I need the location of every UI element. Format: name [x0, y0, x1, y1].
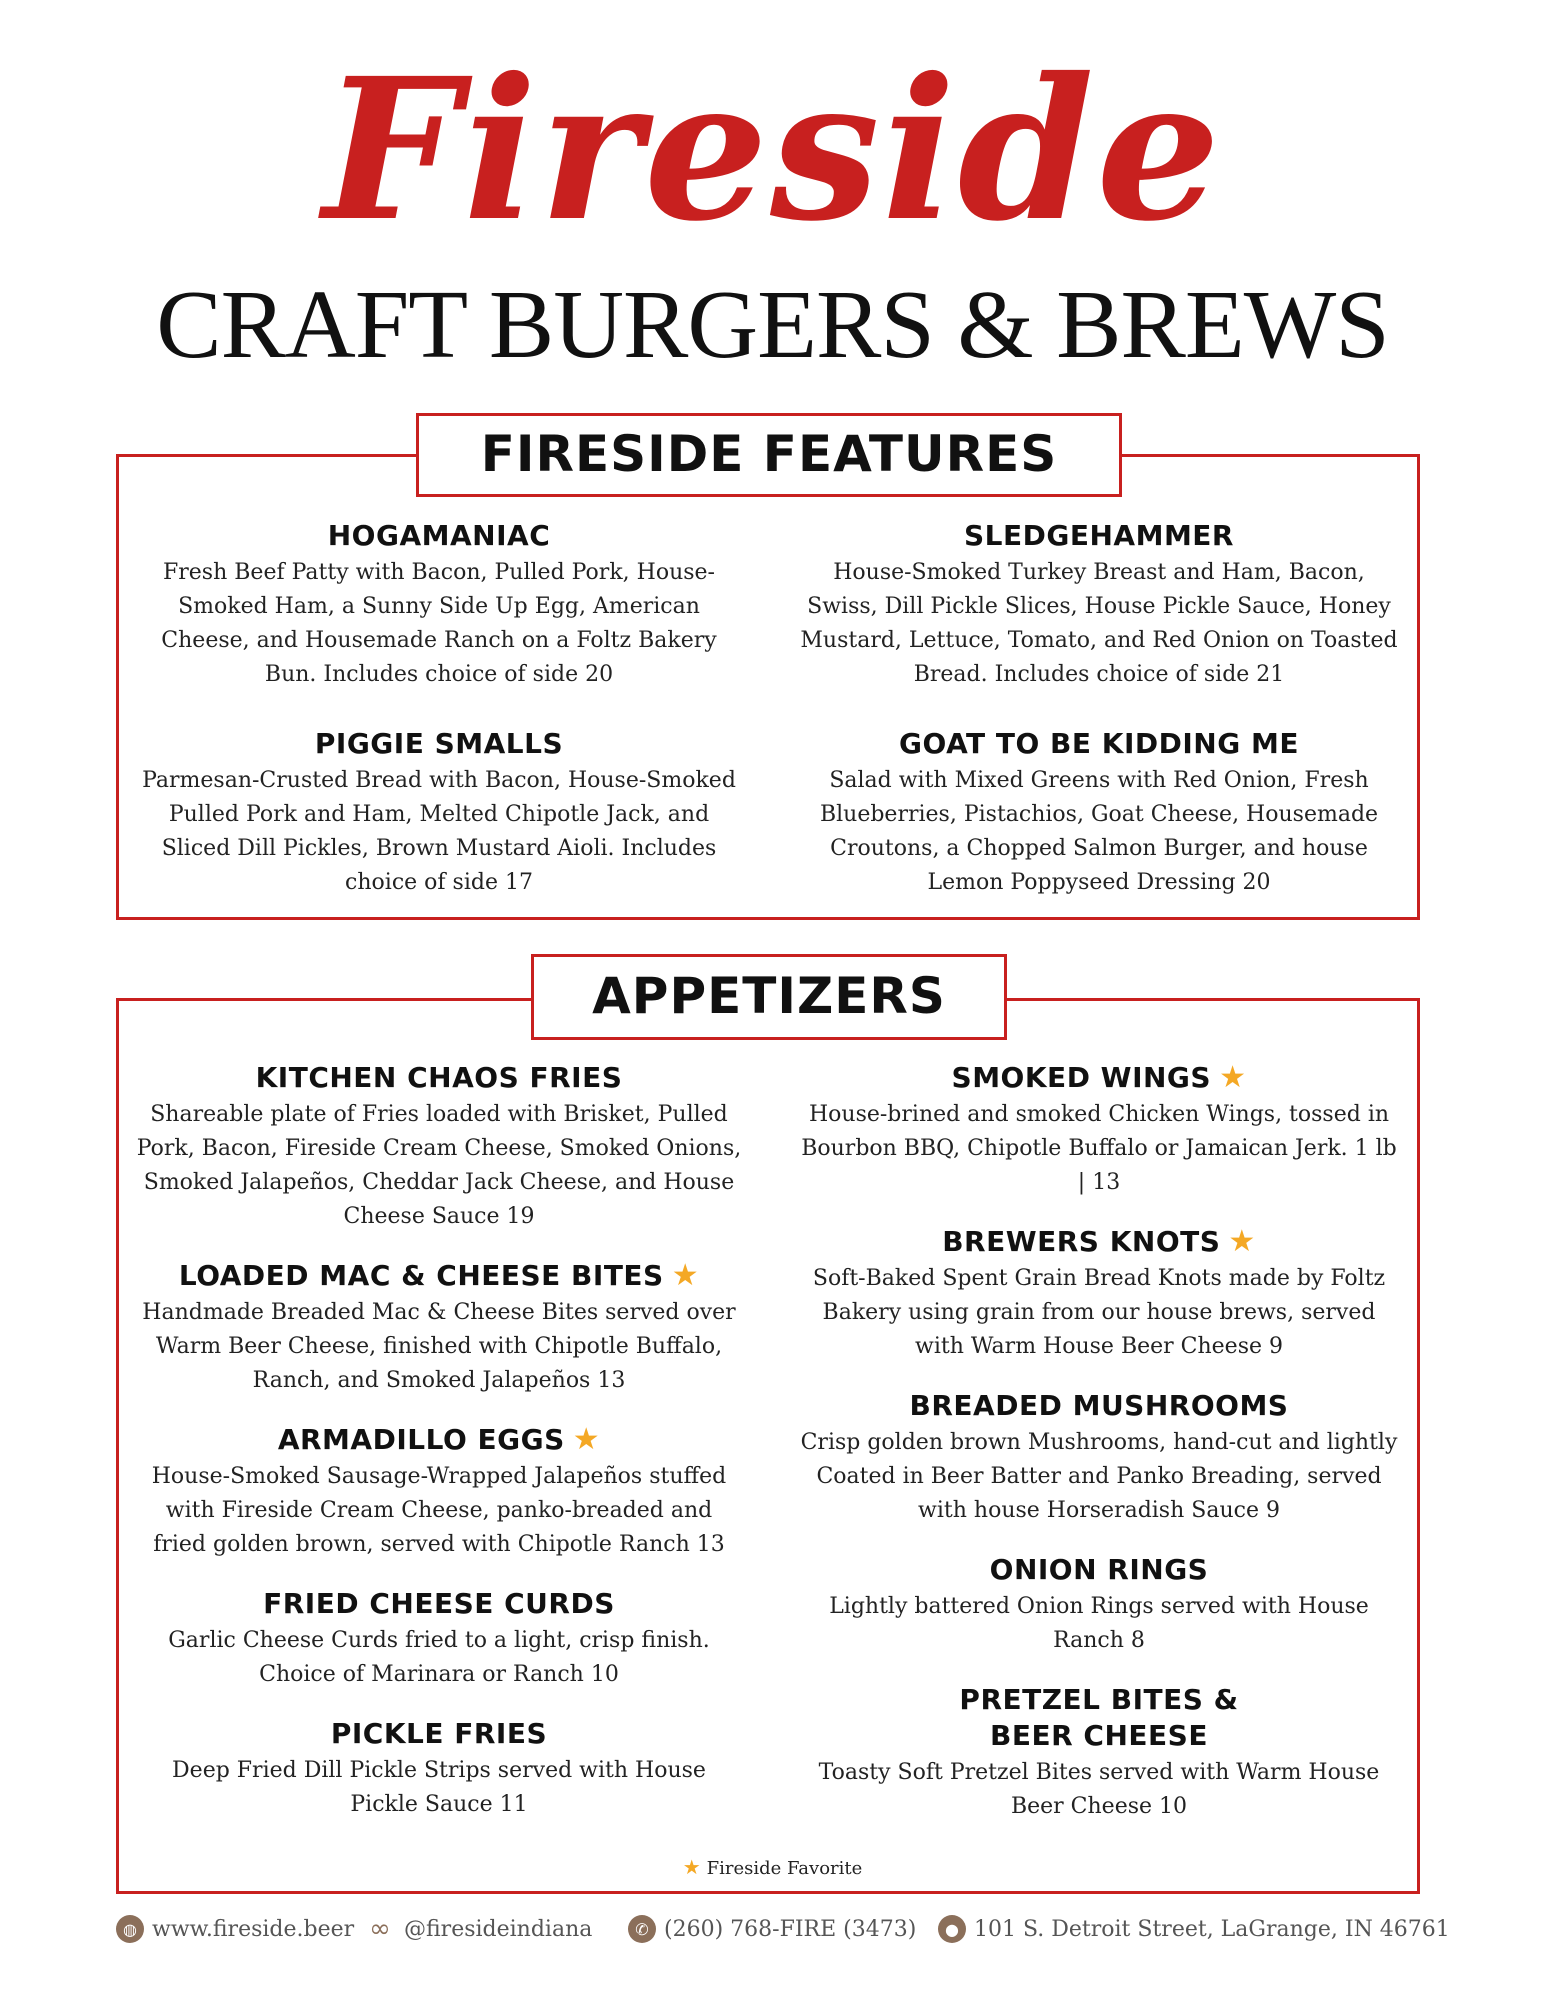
- address-text: 101 S. Detroit Street, LaGrange, IN 46761: [974, 1916, 1450, 1942]
- footer: [116, 1914, 1450, 1955]
- item-name: GOAT TO BE KIDDING ME: [899, 727, 1299, 760]
- item-description: Garlic Cheese Curds fried to a light, crisp finish. Choice of Marinara or Ranch 10: [168, 1628, 710, 1687]
- item-name: PRETZEL BITES & BEER CHEESE: [959, 1683, 1239, 1752]
- item-name: PIGGIE SMALLS: [314, 727, 564, 760]
- footer-phone[interactable]: [628, 1915, 916, 1943]
- phone-icon: ✆: [628, 1915, 656, 1943]
- appetizer-item: [796, 1224, 1402, 1364]
- item-description: House-Smoked Sausage-Wrapped Jalapeños stuffed with Fireside Cream Cheese, panko-breaded and fried golden brown, served with Chipotle Ranch 13: [151, 1464, 727, 1557]
- appetizers-title: APPETIZERS: [531, 954, 1007, 1040]
- features-right-column: [796, 518, 1402, 900]
- phone-number[interactable]: (260) 768-FIRE (3473): [664, 1916, 917, 1942]
- social-handle[interactable]: @firesideindiana: [404, 1916, 593, 1942]
- location-pin-icon: ●: [938, 1915, 966, 1943]
- star-icon: ★: [682, 1855, 701, 1879]
- item-description: Deep Fried Dill Pickle Strips served with House Pickle Sauce 11: [172, 1758, 706, 1817]
- item-name: SLEDGEHAMMER: [963, 519, 1234, 552]
- item-name: ARMADILLO EGGS: [277, 1423, 565, 1456]
- item-heading: [796, 1224, 1402, 1260]
- item-description: House-brined and smoked Chicken Wings, tossed in Bourbon BBQ, Chipotle Buffalo or Jamaican Jerk. 1 lb | 13: [801, 1102, 1397, 1195]
- item-name: LOADED MAC & CHEESE BITES: [178, 1259, 664, 1292]
- infinity-icon: ∞: [369, 1914, 391, 1944]
- item-name: ONION RINGS: [989, 1553, 1209, 1586]
- item-name: BREWERS KNOTS: [942, 1225, 1221, 1258]
- restaurant-subtitle: CRAFT BURGERS & BREWS: [156, 271, 1389, 379]
- footer-address: [938, 1915, 1450, 1943]
- appetizer-item: [796, 1682, 1402, 1824]
- feature-item: [796, 726, 1402, 900]
- item-heading: [136, 1258, 742, 1294]
- feature-item: [136, 726, 742, 900]
- item-description: Salad with Mixed Greens with Red Onion, Fresh Blueberries, Pistachios, Goat Cheese, Housemade Croutons, a Chopped Salmon Burger, and house Lemon Poppyseed Dressing 20: [819, 768, 1379, 895]
- item-name: PICKLE FRIES: [330, 1717, 548, 1750]
- item-heading: [796, 1060, 1402, 1096]
- appetizer-item: [796, 1388, 1402, 1528]
- footer-website[interactable]: [116, 1915, 354, 1943]
- feature-item: [136, 518, 742, 692]
- footer-social[interactable]: [364, 1915, 592, 1943]
- star-icon: ★: [671, 1258, 700, 1293]
- star-icon: ★: [1219, 1060, 1247, 1095]
- item-description: Fresh Beef Patty with Bacon, Pulled Pork, House-Smoked Ham, a Sunny Side Up Egg, American Cheese, and Housemade Ranch on a Foltz Bakery Bun. Includes choice of side 20: [161, 560, 717, 687]
- item-description: House-Smoked Turkey Breast and Ham, Bacon, Swiss, Dill Pickle Slices, House Pickle Sauce, Honey Mustard, Lettuce, Tomato, and Red Onion on Toasted Bread. Includes choice of side 21: [800, 560, 1398, 687]
- legend-label: Fireside Favorite: [706, 1858, 863, 1879]
- appetizer-item: [796, 1552, 1402, 1658]
- appetizer-item: [136, 1586, 742, 1692]
- item-name: HOGAMANIAC: [327, 519, 551, 552]
- item-description: Lightly battered Onion Rings served with House Ranch 8: [829, 1594, 1369, 1653]
- appetizer-item: [136, 1422, 742, 1562]
- item-description: Handmade Breaded Mac & Cheese Bites served over Warm Beer Cheese, finished with Chipotle Buffalo, Ranch, and Smoked Jalapeños 13: [142, 1300, 736, 1393]
- item-heading: [136, 1422, 742, 1458]
- feature-item: [796, 518, 1402, 692]
- globe-icon: ◍: [116, 1915, 144, 1943]
- appetizer-item: [796, 1060, 1402, 1200]
- item-name: SMOKED WINGS: [951, 1061, 1212, 1094]
- star-icon: ★: [572, 1422, 601, 1457]
- appetizer-item: [136, 1716, 742, 1822]
- item-description: Soft-Baked Spent Grain Bread Knots made by Foltz Bakery using grain from our house brews, served with Warm House Beer Cheese 9: [812, 1266, 1386, 1359]
- item-name: FRIED CHEESE CURDS: [263, 1587, 615, 1620]
- item-description: Toasty Soft Pretzel Bites served with Warm House Beer Cheese 10: [818, 1760, 1380, 1819]
- features-title: FIRESIDE FEATURES: [416, 413, 1122, 497]
- features-left-column: [136, 518, 742, 900]
- item-description: Shareable plate of Fries loaded with Brisket, Pulled Pork, Bacon, Fireside Cream Cheese, Smoked Onions, Smoked Jalapeños, Cheddar Jack Cheese, and House Cheese Sauce 19: [136, 1102, 742, 1229]
- item-description: Crisp golden brown Mushrooms, hand-cut and lightly Coated in Beer Batter and Panko Breading, served with house Horseradish Sauce 9: [800, 1430, 1398, 1523]
- favorite-legend: [0, 1855, 1545, 1879]
- brand-logo: Fireside: [322, 35, 1223, 264]
- appetizer-item: [136, 1258, 742, 1398]
- item-name: BREADED MUSHROOMS: [909, 1389, 1289, 1422]
- item-description: Parmesan-Crusted Bread with Bacon, House-Smoked Pulled Pork and Ham, Melted Chipotle Jack, and Sliced Dill Pickles, Brown Mustard Aioli. Includes choice of side 17: [142, 768, 736, 895]
- item-name: KITCHEN CHAOS FRIES: [255, 1061, 623, 1094]
- website-link[interactable]: www.fireside.beer: [152, 1916, 355, 1942]
- star-icon: ★: [1228, 1224, 1256, 1259]
- appetizer-item: [136, 1060, 742, 1234]
- appetizers-left-column: [136, 1060, 742, 1822]
- appetizers-right-column: [796, 1060, 1402, 1824]
